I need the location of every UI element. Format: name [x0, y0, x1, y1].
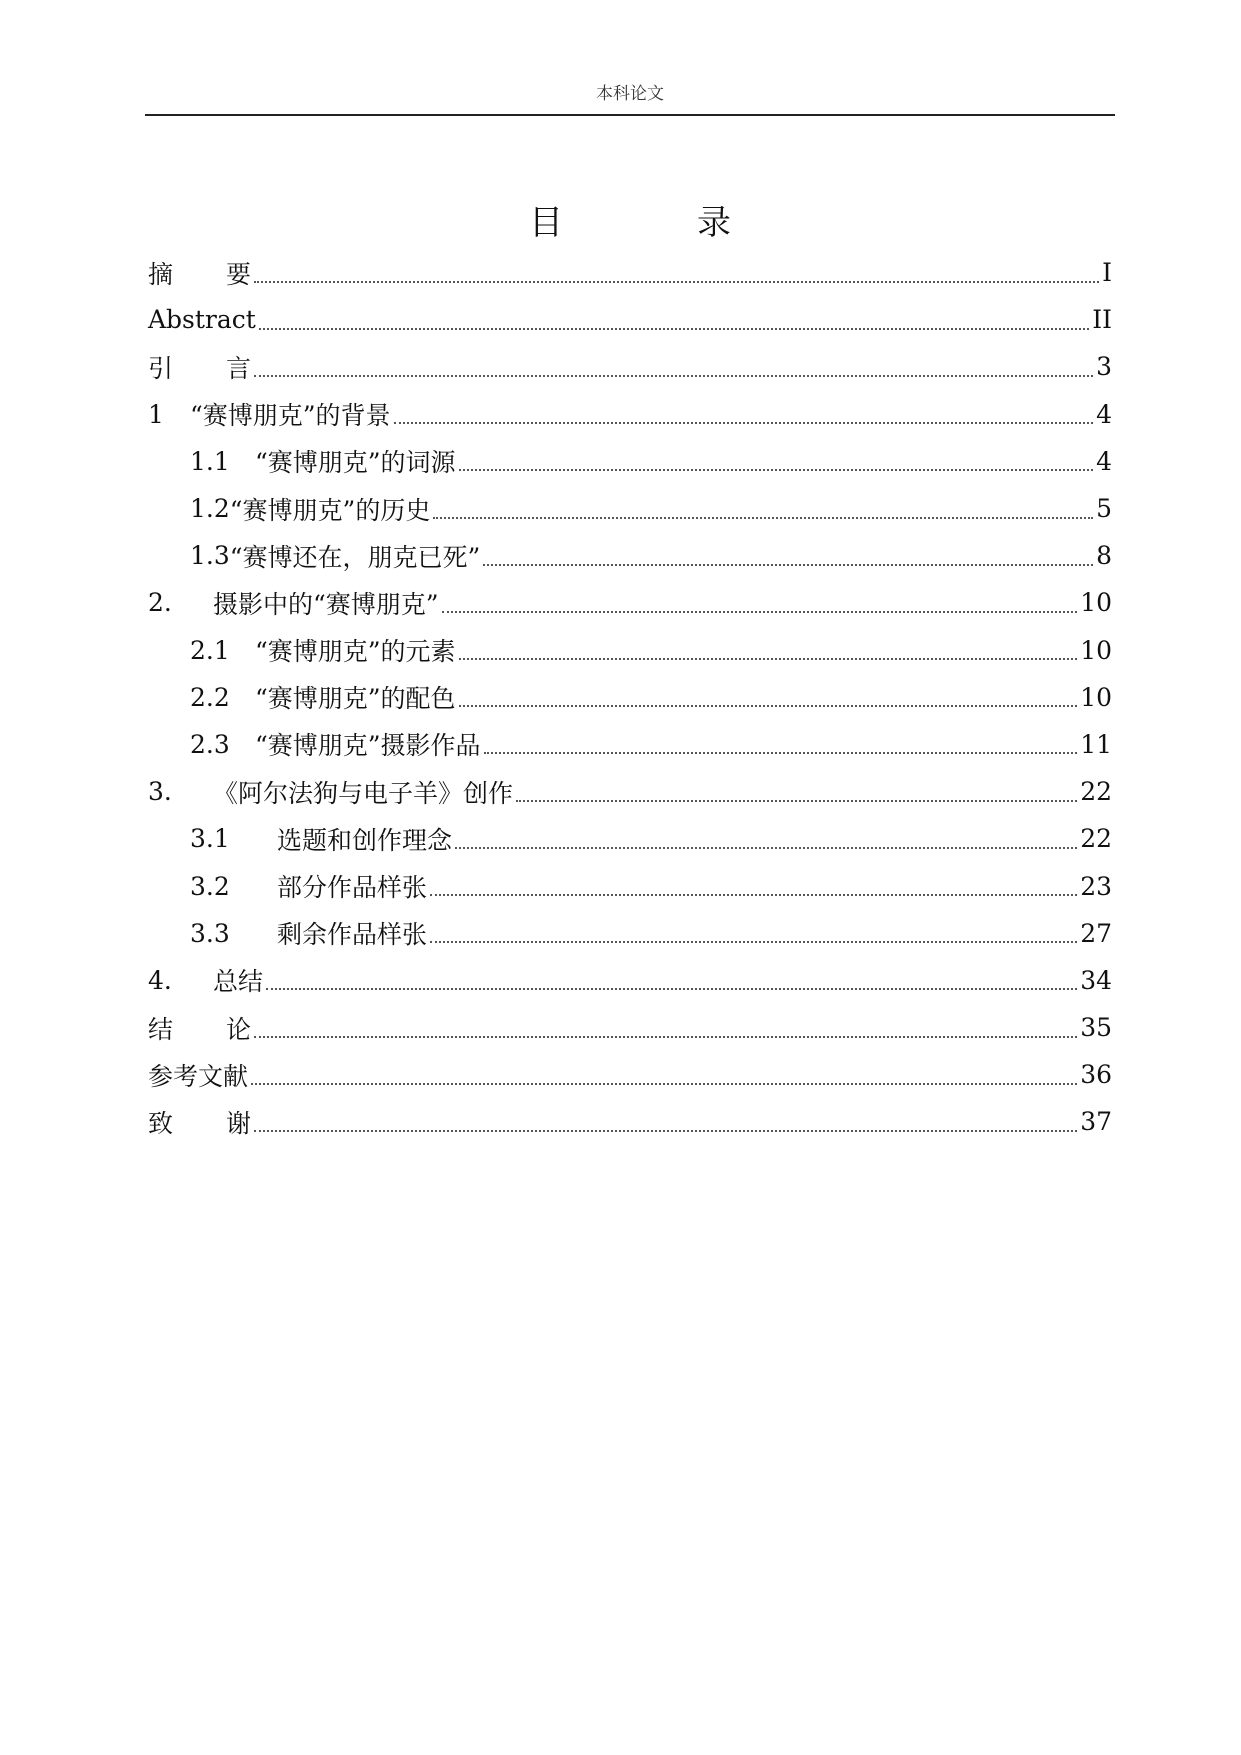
- toc-entry-label: 结论: [148, 1014, 305, 1044]
- toc-entry-label: “赛博朋克”摄影作品: [255, 731, 481, 761]
- toc-entry-chapter-3[interactable]: [148, 768, 1112, 815]
- toc-entry-number: 2.3: [190, 729, 230, 759]
- toc-entry-number: 1.2: [190, 494, 230, 524]
- leader-dots: [394, 422, 1094, 424]
- toc-entry-page: 10: [1080, 588, 1112, 618]
- toc-entry-page: 36: [1080, 1060, 1112, 1090]
- header-title: 本科论文: [596, 84, 664, 104]
- toc-entry-abstract-cn[interactable]: [148, 249, 1112, 296]
- leader-dots: [430, 941, 1077, 943]
- leader-dots: [251, 1083, 1077, 1085]
- toc-entry-section-3-2[interactable]: [148, 862, 1112, 909]
- leader-dots: [266, 988, 1077, 990]
- toc-entry-label: 部分作品样张: [277, 873, 428, 903]
- toc-entry-page: 27: [1080, 918, 1112, 948]
- toc-entry-label: “赛博还在，朋克已死”: [229, 542, 481, 572]
- toc-entry-label: “赛博朋克”的元素: [255, 637, 456, 667]
- leader-dots: [459, 469, 1094, 471]
- toc-entry-section-1-1[interactable]: [148, 438, 1112, 485]
- toc-entry-section-3-1[interactable]: [148, 815, 1112, 862]
- toc-heading: 目 录: [529, 203, 781, 243]
- toc-entry-section-2-1[interactable]: [148, 627, 1112, 674]
- toc-entry-page: 5: [1096, 494, 1112, 524]
- leader-dots: [259, 328, 1089, 330]
- toc-entry-label: “赛博朋克”的词源: [255, 448, 456, 478]
- leader-dots: [516, 800, 1077, 802]
- leader-dots: [455, 847, 1077, 849]
- leader-dots: [254, 375, 1093, 377]
- toc-entry-number: 4.: [148, 965, 172, 995]
- toc-entry-page: II: [1092, 305, 1112, 335]
- toc-entry-page: 10: [1080, 635, 1112, 665]
- toc-entry-label: Abstract: [148, 305, 256, 335]
- toc-entry-number: 3.2: [190, 871, 230, 901]
- leader-dots: [459, 658, 1078, 660]
- leader-dots: [254, 281, 1099, 283]
- toc-entry-number: 2.2: [190, 682, 230, 712]
- toc-entry-acknowledgements[interactable]: [148, 1098, 1112, 1145]
- toc-entry-label: 参考文献: [148, 1061, 249, 1091]
- toc-entry-chapter-4[interactable]: [148, 957, 1112, 1004]
- toc-entry-number: 2.1: [190, 635, 230, 665]
- toc-entry-label: “赛博朋克”的配色: [255, 684, 456, 714]
- toc-entry-section-1-3[interactable]: [148, 532, 1112, 579]
- toc-entry-number: 3.: [148, 777, 172, 807]
- toc-entry-number: 1.1: [190, 446, 230, 476]
- toc-entry-label: 《阿尔法狗与电子羊》创作: [213, 778, 514, 808]
- toc-entry-page: 4: [1096, 446, 1112, 476]
- toc-entry-page: 35: [1080, 1013, 1112, 1043]
- leader-dots: [430, 894, 1077, 896]
- toc-entry-label: 剩余作品样张: [277, 920, 428, 950]
- leader-dots: [459, 705, 1078, 707]
- toc-entry-label: 总结: [213, 967, 264, 997]
- leader-dots: [254, 1130, 1077, 1132]
- table-of-contents: [148, 249, 1112, 1146]
- toc-entry-page: 34: [1080, 965, 1112, 995]
- toc-entry-label: 致谢: [148, 1108, 305, 1138]
- toc-entry-conclusion[interactable]: [148, 1004, 1112, 1051]
- toc-entry-label: “赛博朋克”的背景: [190, 401, 391, 431]
- toc-entry-chapter-1[interactable]: [148, 391, 1112, 438]
- toc-entry-chapter-2[interactable]: [148, 579, 1112, 626]
- page-header: [145, 84, 1115, 116]
- toc-entry-page: 10: [1080, 682, 1112, 712]
- toc-entry-label: 引言: [148, 353, 305, 383]
- toc-entry-section-2-3[interactable]: [148, 721, 1112, 768]
- toc-entry-label: 摄影中的“赛博朋克”: [213, 589, 439, 619]
- toc-entry-abstract-en[interactable]: [148, 296, 1112, 343]
- toc-entry-number: 1: [148, 399, 164, 429]
- toc-entry-page: 11: [1080, 729, 1112, 759]
- toc-entry-section-3-3[interactable]: [148, 910, 1112, 957]
- toc-entry-label: 选题和创作理念: [277, 825, 453, 855]
- leader-dots: [433, 517, 1093, 519]
- leader-dots: [483, 564, 1093, 566]
- toc-entry-page: 22: [1080, 824, 1112, 854]
- toc-entry-page: 37: [1080, 1107, 1112, 1137]
- toc-entry-number: 2.: [148, 588, 172, 618]
- toc-entry-number: 1.3: [190, 541, 230, 571]
- toc-entry-number: 3.1: [190, 824, 230, 854]
- toc-entry-section-1-2[interactable]: [148, 485, 1112, 532]
- toc-entry-references[interactable]: [148, 1051, 1112, 1098]
- toc-entry-page: 22: [1080, 777, 1112, 807]
- toc-entry-number: 3.3: [190, 918, 230, 948]
- toc-entry-page: 23: [1080, 871, 1112, 901]
- toc-entry-page: 4: [1096, 399, 1112, 429]
- toc-entry-page: 8: [1096, 541, 1112, 571]
- toc-entry-section-2-2[interactable]: [148, 674, 1112, 721]
- toc-entry-label: “赛博朋克”的历史: [229, 495, 431, 525]
- leader-dots: [442, 611, 1078, 613]
- toc-entry-page: I: [1102, 258, 1112, 288]
- leader-dots: [484, 752, 1078, 754]
- toc-entry-introduction[interactable]: [148, 343, 1112, 390]
- toc-entry-label: 摘要: [148, 259, 305, 289]
- leader-dots: [254, 1036, 1077, 1038]
- toc-entry-page: 3: [1096, 352, 1112, 382]
